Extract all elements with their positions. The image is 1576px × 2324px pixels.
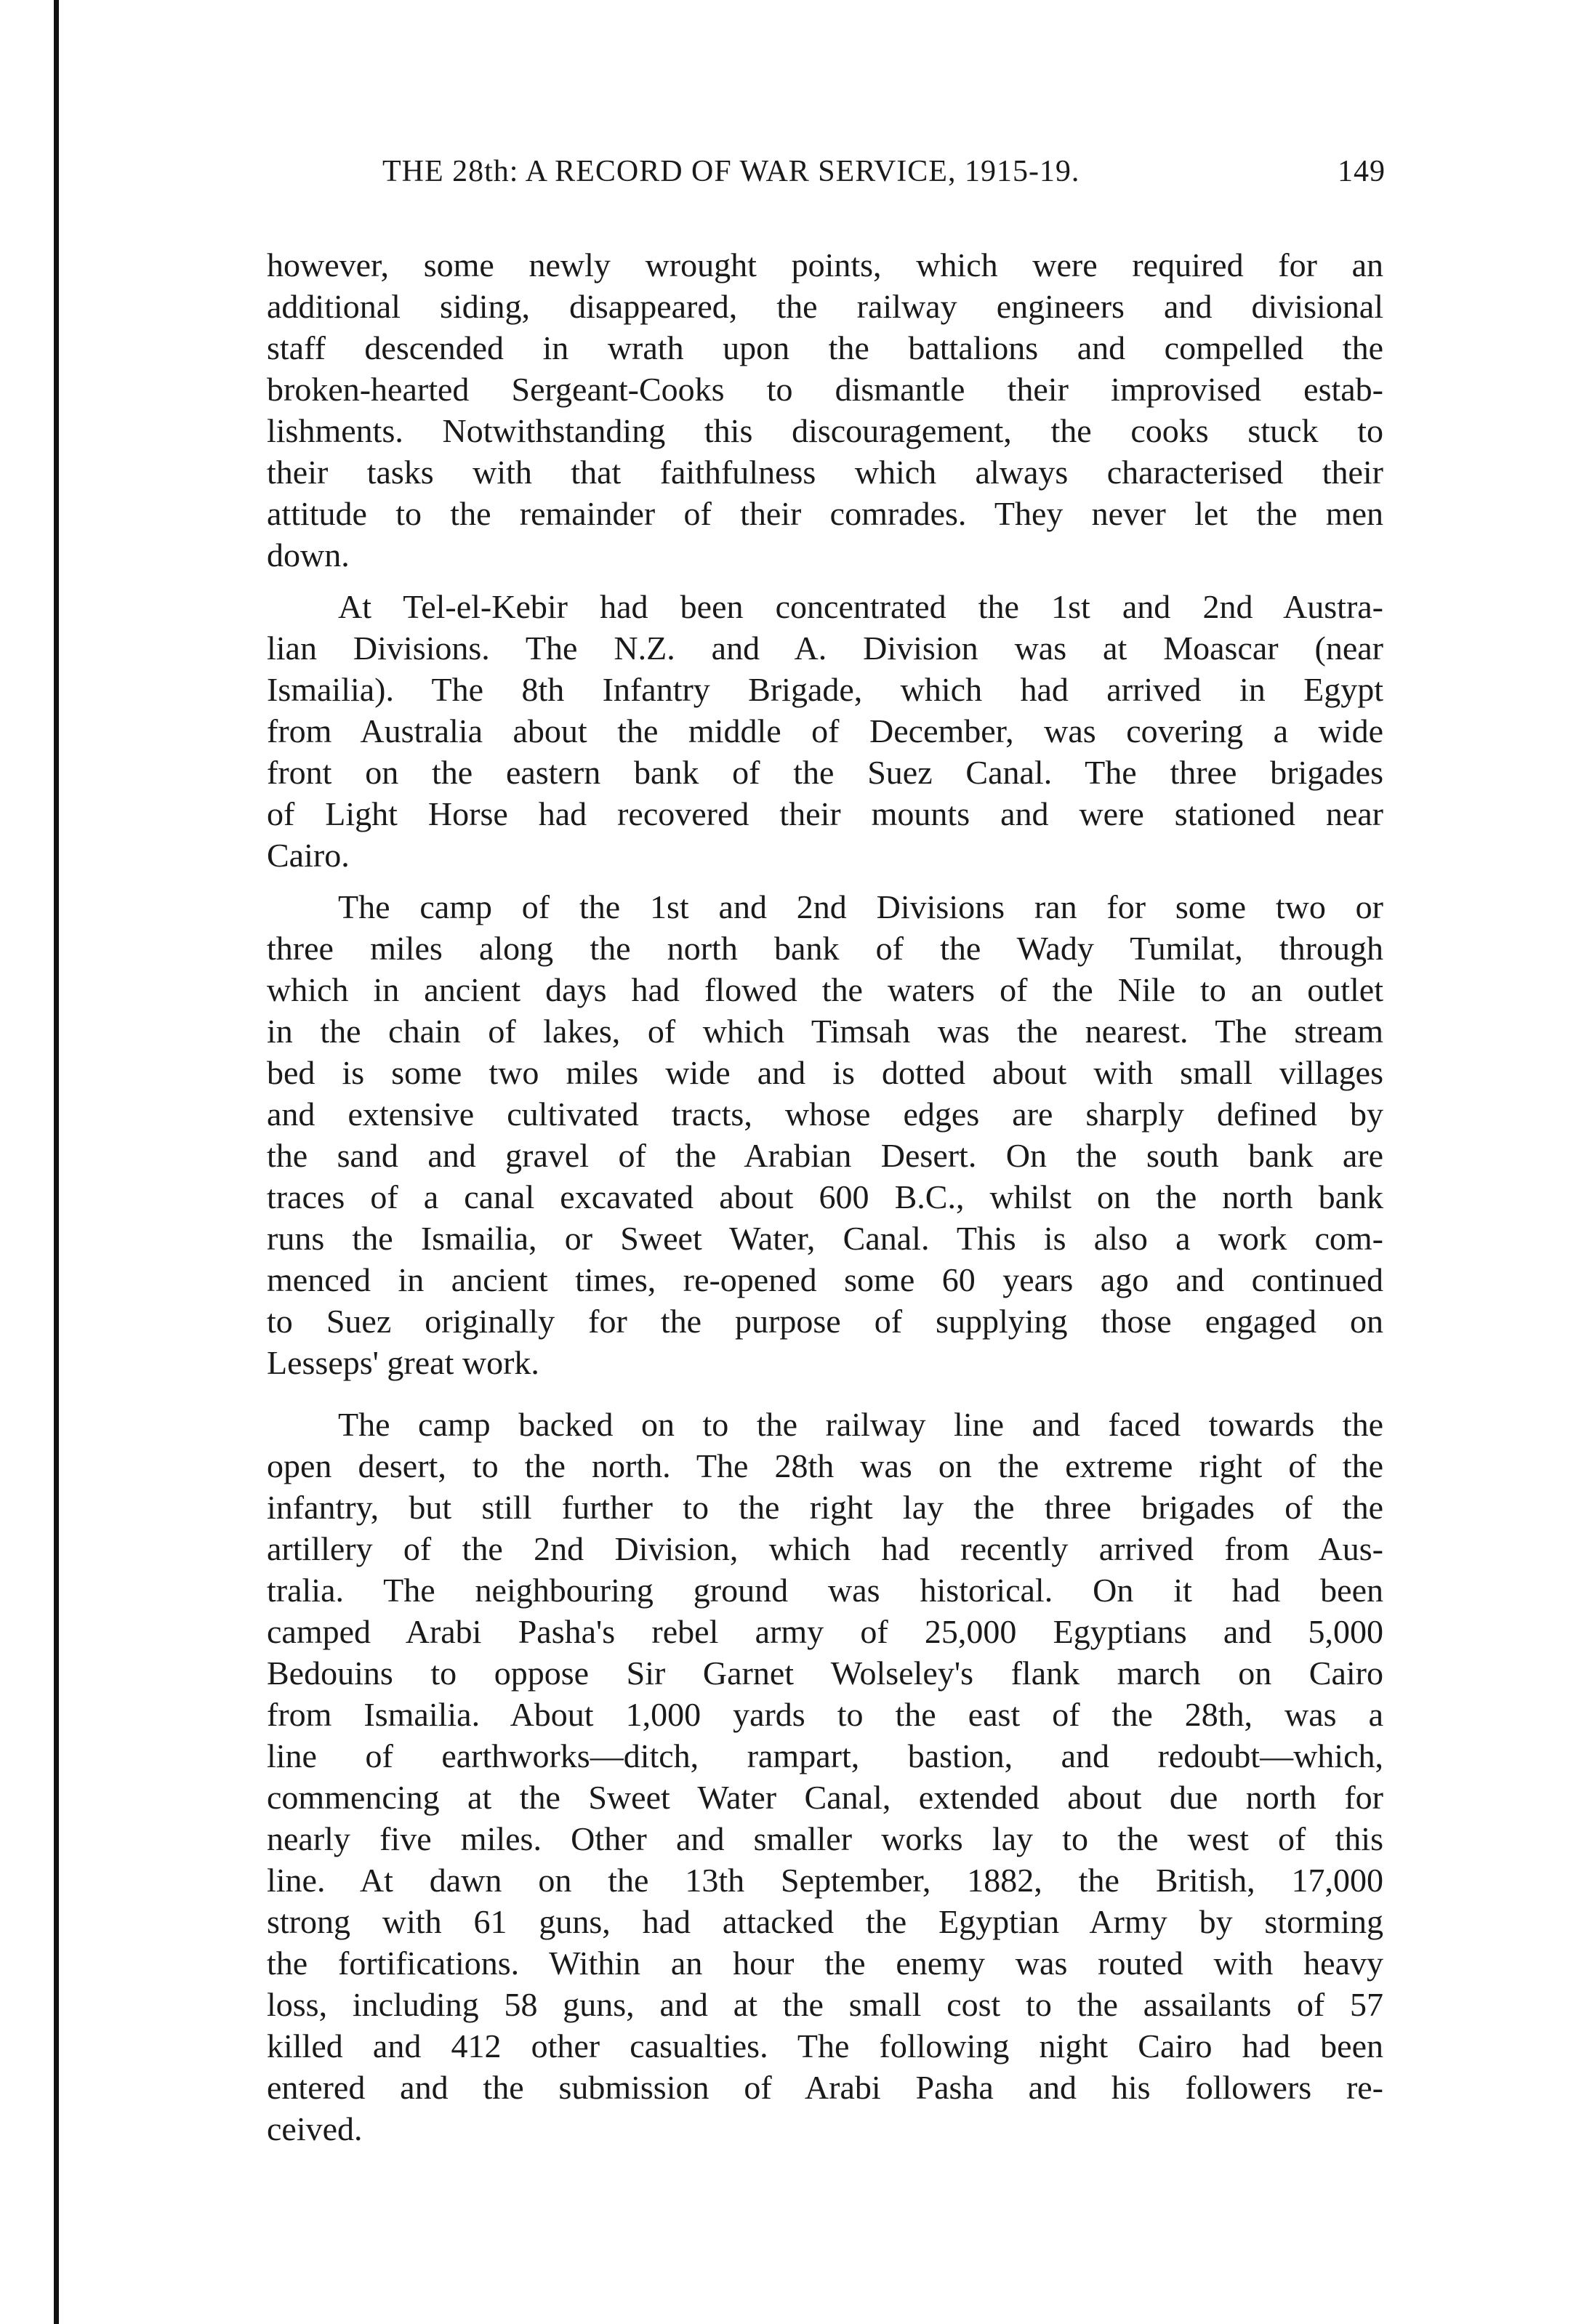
text-line: line. At dawn on the 13th September, 1882, the British, 17,000 [267,1862,1383,1899]
text-line: strong with 61 guns, had attacked the Egyptian Army by storming [267,1903,1383,1940]
text-line: runs the Ismailia, or Sweet Water, Canal. This is also a work com- [267,1220,1383,1257]
paragraph-4 [267,1404,1383,2150]
header-title: THE 28th: A RECORD OF WAR SERVICE, 1915-19. [382,155,1080,188]
text-line: the fortifications. Within an hour the enemy was routed with heavy [267,1945,1383,1982]
text-line: their tasks with that faithfulness which always characterised their [267,454,1383,491]
text-line: open desert, to the north. The 28th was on the extreme right of the [267,1447,1383,1484]
text-line: down. [267,536,350,574]
text-line: infantry, but still further to the right lay the three brigades of the [267,1489,1383,1526]
text-line: in the chain of lakes, of which Timsah was the nearest. The stream [267,1013,1383,1050]
text-line: The camp backed on to the railway line and faced towards the [338,1406,1383,1443]
text-line: front on the eastern bank of the Suez Canal. The three brigades [267,754,1383,791]
text-line: to Suez originally for the purpose of supplying those engaged on [267,1303,1383,1340]
text-line: menced in ancient times, re-opened some 60 years ago and continued [267,1261,1383,1298]
text-line: lishments. Notwithstanding this discouragement, the cooks stuck to [267,412,1383,449]
text-line: from Australia about the middle of December, was covering a wide [267,712,1383,749]
text-line: killed and 412 other casualties. The following night Cairo had been [267,2027,1383,2064]
text-line: and extensive cultivated tracts, whose edges are sharply defined by [267,1095,1383,1133]
text-line: however, some newly wrought points, which were required for an [267,246,1383,284]
paragraph-3 [267,886,1383,1383]
text-line: three miles along the north bank of the Wady Tumilat, through [267,930,1383,967]
text-line: of Light Horse had recovered their mounts and were stationed near [267,795,1383,832]
paragraph-1 [267,244,1383,576]
text-line: ceived. [267,2110,363,2147]
text-line: Lesseps' great work. [267,1344,539,1381]
text-line: traces of a canal excavated about 600 B.C., whilst on the north bank [267,1178,1383,1215]
text-line: Bedouins to oppose Sir Garnet Wolseley's flank march on Cairo [267,1654,1383,1692]
text-line: bed is some two miles wide and is dotted about with small villages [267,1054,1383,1091]
text-line: artillery of the 2nd Division, which had recently arrived from Aus- [267,1530,1383,1567]
text-line: from Ismailia. About 1,000 yards to the east of the 28th, was a [267,1696,1383,1733]
text-line: Cairo. [267,837,350,874]
text-line: Ismailia). The 8th Infantry Brigade, which had arrived in Egypt [267,671,1383,708]
text-line: The camp of the 1st and 2nd Divisions ran for some two or [338,888,1383,925]
text-line: tralia. The neighbouring ground was historical. On it had been [267,1572,1383,1609]
text-line: additional siding, disappeared, the railway engineers and divisional [267,288,1383,325]
text-line: commencing at the Sweet Water Canal, extended about due north for [267,1779,1383,1816]
text-line: camped Arabi Pasha's rebel army of 25,000 Egyptians and 5,000 [267,1613,1383,1650]
text-line: nearly five miles. Other and smaller works lay to the west of this [267,1820,1383,1857]
text-line: staff descended in wrath upon the battalions and compelled the [267,329,1383,366]
text-line: line of earthworks—ditch, rampart, bastion, and redoubt—which, [267,1737,1383,1774]
text-line: broken-hearted Sergeant-Cooks to dismantle their improvised estab- [267,371,1383,408]
page-binding-edge [54,0,59,2324]
text-line: attitude to the remainder of their comrades. They never let the men [267,495,1383,532]
text-line: entered and the submission of Arabi Pasha and his followers re- [267,2069,1383,2106]
text-line: the sand and gravel of the Arabian Desert. On the south bank are [267,1137,1383,1174]
text-line: which in ancient days had flowed the waters of the Nile to an outlet [267,971,1383,1008]
page-number: 149 [1338,155,1386,188]
text-line: loss, including 58 guns, and at the small cost to the assailants of 57 [267,1986,1383,2023]
running-header [382,154,1386,198]
text-line: lian Divisions. The N.Z. and A. Division was at Moascar (near [267,630,1383,667]
paragraph-2 [267,586,1383,876]
text-line: At Tel-el-Kebir had been concentrated the 1st and 2nd Austra- [338,588,1383,625]
